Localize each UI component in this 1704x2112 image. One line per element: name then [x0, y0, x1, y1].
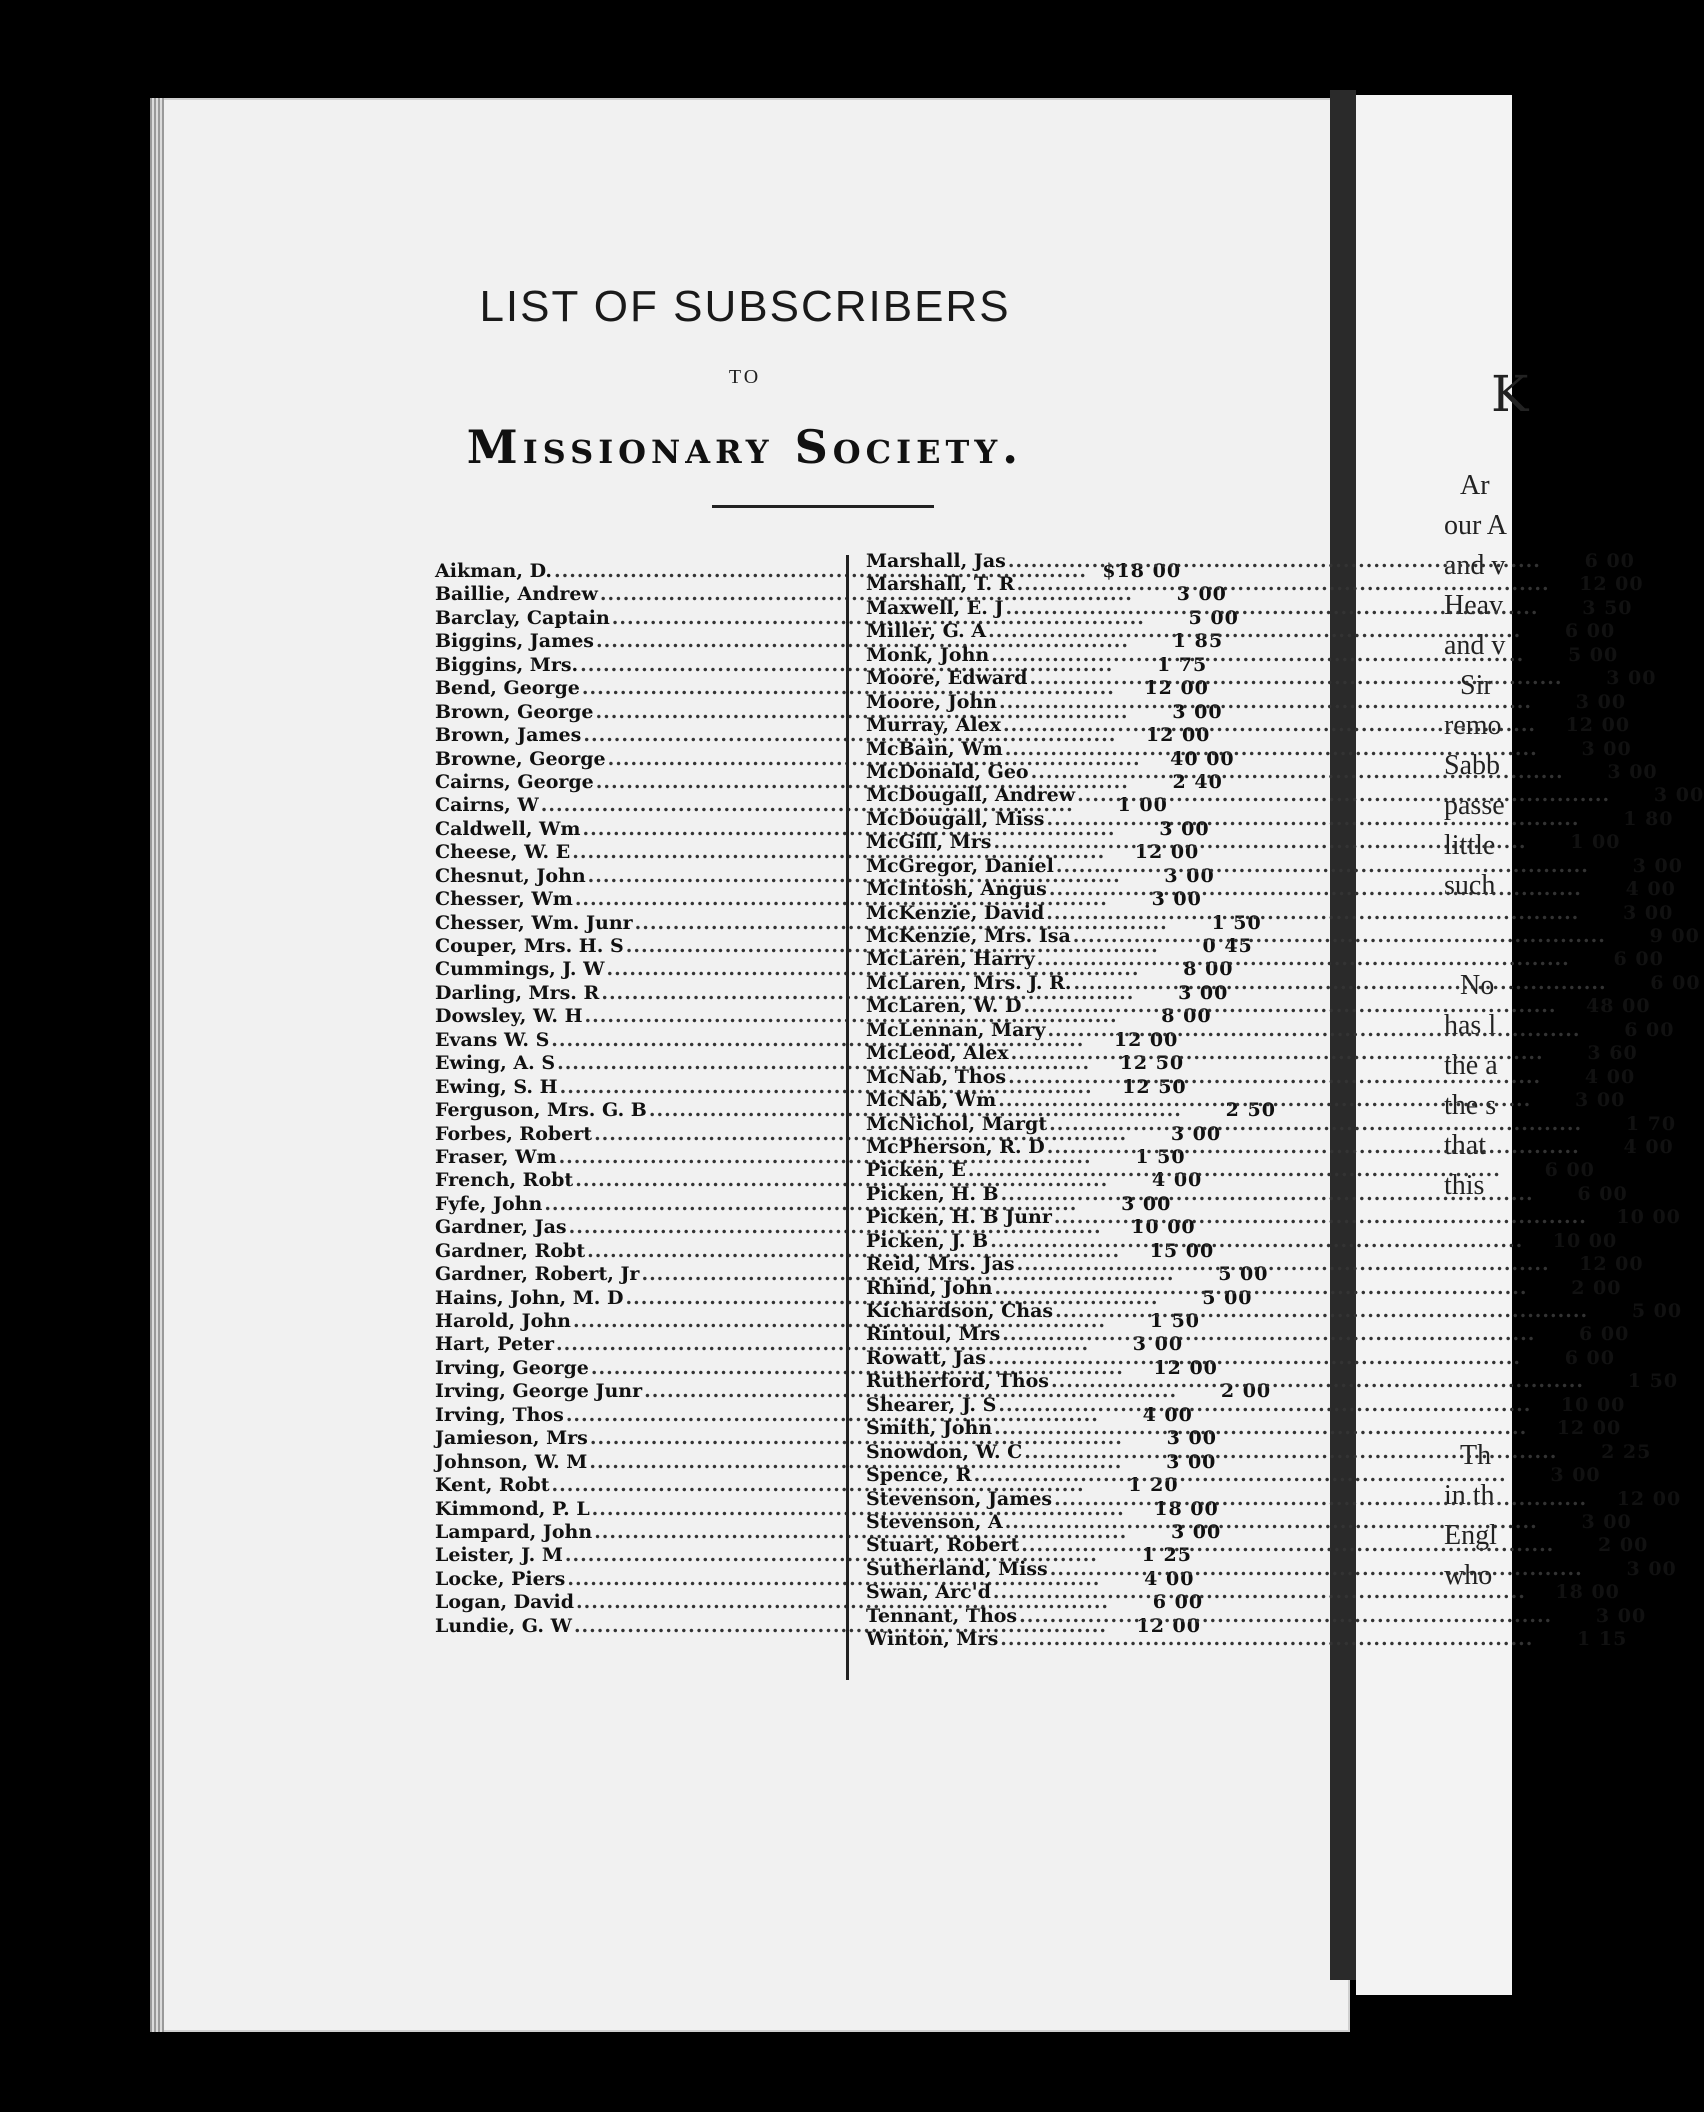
subscriber-name: Evans W. S	[435, 1028, 550, 1051]
leader-dots	[1015, 1253, 1552, 1275]
subscription-amount: 1 80	[1623, 807, 1674, 830]
subscriber-name: Maxwell, E. J	[866, 596, 1004, 619]
leader-dots	[988, 1230, 1525, 1252]
subscription-amount: 18 00	[1154, 1497, 1219, 1520]
subscription-amount: 4 00	[1144, 1567, 1195, 1590]
subscriber-name: McPherson, R. D	[866, 1135, 1045, 1158]
facing-text-fragment: the a	[1444, 1050, 1498, 1081]
facing-text-fragment: Sabb	[1444, 750, 1500, 781]
subscriber-name: Brown, George	[435, 700, 594, 723]
subscription-amount: 3 00	[1575, 690, 1627, 713]
subscriber-name: McDonald, Geo	[866, 760, 1029, 783]
subscription-amount: 4 00	[1142, 1403, 1193, 1426]
leader-dots	[1006, 1066, 1543, 1088]
subscriber-name: Ewing, S. H	[435, 1075, 558, 1098]
subscription-amount: 12 00	[1556, 1417, 1622, 1440]
subscriber-name: McNab, Thos	[866, 1065, 1007, 1088]
leader-dots	[996, 1089, 1533, 1111]
leader-dots	[1075, 784, 1612, 806]
facing-text-fragment: in th	[1444, 1480, 1495, 1511]
subscriber-name: Johnson, W. M	[435, 1450, 588, 1473]
subscriber-entry	[866, 1206, 1681, 1229]
subscriber-entry	[866, 1159, 1595, 1182]
subscriber-name: Tennant, Thos	[866, 1604, 1018, 1627]
subscriber-name: Snowdon, W. C	[866, 1440, 1023, 1463]
subscription-amount: 8 00	[1183, 958, 1234, 981]
facing-text-fragment: little	[1444, 830, 1496, 861]
subscriber-entry	[866, 620, 1616, 643]
subscriber-entry	[866, 807, 1674, 831]
subscription-amount: 5 00	[1202, 1286, 1253, 1309]
subscription-amount: 1 50	[1627, 1370, 1679, 1393]
subscriber-name: Barclay, Captain	[435, 606, 610, 629]
subscription-amount: 1 00	[1117, 794, 1168, 817]
subscriber-entry	[866, 925, 1700, 948]
subscription-amount: 2 25	[1601, 1440, 1652, 1463]
subscription-amount: 3 00	[1550, 1464, 1601, 1487]
subscription-amount: 3 00	[1626, 1557, 1677, 1580]
subscriber-name: Hart, Peter	[435, 1333, 555, 1356]
subscriber-name: Picken, H. B	[866, 1182, 999, 1205]
subscriber-entry	[866, 737, 1632, 761]
subscriber-name: Marshall, Jas	[866, 550, 1006, 572]
subscription-amount: 6 00	[1613, 948, 1664, 971]
title-rule	[712, 505, 934, 508]
subscription-amount: 2 00	[1571, 1276, 1622, 1299]
subscription-amount: 3 00	[1653, 784, 1704, 807]
subscription-amount: 1 20	[1128, 1474, 1179, 1497]
leader-dots	[986, 1347, 1523, 1369]
subscriber-entry	[866, 1510, 1632, 1534]
facing-text-fragment: the s	[1444, 1090, 1497, 1121]
subscriber-name: Biggins, Mrs.	[435, 653, 579, 676]
subscription-amount: 1 00	[1570, 831, 1621, 854]
subscription-amount: 3 00	[1607, 760, 1658, 783]
leader-dots	[986, 620, 1523, 642]
subscription-amount: 12 00	[1113, 1028, 1179, 1051]
subscriber-name: Hains, John, M. D	[435, 1286, 624, 1309]
subscriber-name: McDougall, Andrew	[866, 784, 1076, 807]
leader-dots	[1022, 1441, 1559, 1463]
subscription-amount: 12 00	[1616, 1487, 1682, 1510]
subscriber-name: Browne, George	[435, 747, 606, 770]
subscription-amount: 3 00	[1166, 1427, 1217, 1450]
subscriber-name: Leister, J. M	[435, 1544, 563, 1567]
leader-dots	[1027, 667, 1564, 689]
subscription-amount: $18 00	[1102, 560, 1182, 582]
subscription-amount: 10 00	[1560, 1393, 1626, 1416]
subscriber-name: Shearer, J. S	[866, 1393, 997, 1416]
subscriber-name: Rintoul, Mrs	[866, 1323, 1001, 1346]
leader-dots	[1071, 925, 1608, 947]
facing-text-fragment: this	[1444, 1170, 1485, 1201]
subscription-amount: 1 50	[1211, 911, 1262, 934]
subscriber-name: Cairns, George	[435, 770, 594, 793]
subscription-amount: 1 75	[1156, 653, 1208, 676]
subscriber-name: Cheese, W. E	[435, 841, 571, 864]
subscriber-name: Moore, Edward	[866, 667, 1028, 690]
leader-dots	[1019, 1534, 1556, 1556]
subscriber-name: Lampard, John	[435, 1520, 593, 1543]
subscriber-name: Caldwell, Wm	[435, 817, 581, 840]
leader-dots	[1017, 1605, 1554, 1627]
subscription-amount: 48 00	[1586, 995, 1651, 1018]
subscription-amount: 12 00	[1134, 841, 1200, 864]
facing-text-fragment: Ar	[1460, 470, 1490, 501]
subscriber-name: Lundie, G. W	[435, 1614, 572, 1637]
subscription-amount: 5 00	[1567, 643, 1619, 666]
subscriber-entry	[866, 1628, 1628, 1651]
subscriber-entry	[866, 948, 1664, 971]
subscriber-entry	[866, 1393, 1626, 1417]
subscriber-name: Smith, John	[866, 1417, 993, 1440]
facing-text-fragment: and v	[1444, 630, 1506, 661]
subscriber-name: Miller, G. A	[866, 620, 987, 643]
subscriber-name: Stevenson, A	[866, 1510, 1003, 1533]
subscriber-name: Chesser, Wm	[435, 888, 573, 911]
subscriber-entry	[866, 1346, 1615, 1370]
subscription-amount: 1 85	[1172, 630, 1224, 653]
subscription-amount: 6 00	[1584, 550, 1635, 572]
leader-dots	[1045, 1136, 1582, 1158]
subscription-amount: 4 00	[1151, 1169, 1203, 1192]
leader-dots	[1044, 808, 1581, 830]
subscriber-entry	[866, 1417, 1622, 1440]
leader-dots	[1044, 902, 1581, 924]
subscription-amount: 10 00	[1131, 1216, 1196, 1239]
leader-dots	[1000, 1323, 1537, 1345]
subscription-amount: 10 00	[1616, 1206, 1681, 1229]
subscriber-name: McIntosh, Angus	[866, 878, 1047, 901]
subscriber-name: Rutherford, Thos	[866, 1370, 1049, 1393]
leader-dots	[1052, 1488, 1589, 1510]
leader-dots	[1003, 738, 1540, 760]
subscriber-name: Aikman, D.	[435, 560, 552, 582]
leader-dots	[1048, 1558, 1585, 1580]
leader-dots	[966, 1159, 1503, 1181]
subscription-amount: 6 00	[1152, 1591, 1204, 1614]
subscriber-name: Winton, Mrs	[866, 1628, 999, 1651]
subscriber-name: Gardner, Robt	[435, 1239, 586, 1262]
subscriber-entry	[866, 854, 1683, 878]
facing-text-fragment: Sir	[1460, 670, 1493, 701]
subscriber-name: McGill, Mrs	[866, 831, 992, 854]
subscriber-name: Brown, James	[435, 724, 582, 747]
subscription-amount: 1 50	[1149, 1310, 1201, 1332]
subscriber-name: Kichardson, Chas	[866, 1300, 1054, 1322]
subscriber-name: Biggins, James	[435, 630, 594, 653]
subscription-amount: 3 00	[1166, 1450, 1217, 1473]
facing-text-fragment: who	[1444, 1560, 1493, 1591]
subscription-amount: 3 00	[1170, 1122, 1222, 1145]
subscription-amount: 3 50	[1582, 596, 1633, 619]
subscription-amount: 6 00	[1564, 1346, 1615, 1369]
subscriber-name: Spence, R	[866, 1464, 972, 1487]
subscription-amount: 1 70	[1625, 1112, 1677, 1135]
subscriber-entry	[866, 1042, 1638, 1065]
subscriber-name: McKenzie, David	[866, 901, 1045, 924]
subscription-amount: 5 00	[1218, 1263, 1269, 1286]
subscription-amount: 2 00	[1220, 1380, 1272, 1403]
subscriber-name: Locke, Piers	[435, 1567, 566, 1590]
subscriber-name: Bend, George	[435, 677, 580, 700]
subscriber-name: Dowsley, W. H	[435, 1005, 583, 1028]
leader-dots	[1045, 1019, 1582, 1041]
subscriber-name: McLeod, Alex	[866, 1042, 1009, 1065]
subscriber-entry	[866, 1112, 1677, 1136]
leader-dots	[1072, 972, 1609, 994]
subscription-amount: 2 00	[1598, 1534, 1649, 1557]
leader-dots	[1053, 1300, 1590, 1322]
subscription-amount: 12 00	[1145, 724, 1211, 747]
subscription-amount: 3 00	[1595, 1604, 1647, 1627]
subscription-amount: 3 00	[1121, 1192, 1172, 1215]
subscriber-name: Logan, David	[435, 1591, 575, 1614]
subscriber-name: McNichol, Margt	[866, 1112, 1048, 1135]
leader-dots	[1052, 1206, 1589, 1228]
subscription-amount: 8 00	[1161, 1005, 1212, 1028]
leader-dots	[1006, 550, 1543, 572]
subscription-amount: 6 00	[1577, 1182, 1628, 1205]
subscription-amount: 6 00	[1544, 1159, 1595, 1182]
subscription-amount: 12 00	[1579, 1253, 1644, 1276]
leader-dots	[1047, 1113, 1584, 1135]
subscription-amount: 3 00	[1164, 864, 1215, 887]
subscriber-entry	[866, 995, 1651, 1018]
subscriber-entry	[866, 901, 1674, 925]
facing-text-fragment: has l	[1444, 1010, 1497, 1041]
leader-dots	[1001, 714, 1538, 736]
page-title: LIST OF SUBSCRIBERS	[479, 282, 1011, 331]
subscriber-name: Reid, Mrs. Jas	[866, 1253, 1015, 1276]
subscriber-entry	[866, 1604, 1647, 1628]
subscription-amount: 5 00	[1188, 606, 1239, 629]
subscriber-name: McDougall, Miss	[866, 807, 1045, 830]
leader-dots	[972, 1464, 1509, 1486]
subscriber-entry	[866, 1229, 1618, 1253]
subscriber-name: Ferguson, Mrs. G. B	[435, 1099, 647, 1122]
facing-text-fragment: No	[1460, 970, 1495, 1001]
subscription-amount: 10 00	[1552, 1229, 1618, 1252]
facing-heading-letter: K	[1491, 365, 1529, 423]
leader-dots	[992, 1417, 1529, 1439]
subscriber-entry	[866, 1300, 1683, 1323]
subscriber-name: Jamieson, Mrs	[435, 1427, 588, 1450]
subscriber-name: Cairns, W	[435, 794, 539, 817]
subscriber-name: Marshall, T. R	[866, 573, 1015, 596]
subscriber-name: Monk, John	[866, 643, 990, 666]
subscriber-name: Chesnut, John	[435, 864, 586, 887]
leader-dots	[1003, 597, 1540, 619]
column-divider	[846, 555, 849, 1680]
subscriber-name: McGregor, Daniel	[866, 854, 1054, 877]
subscriber-entry	[866, 1464, 1601, 1487]
subscription-amount: 3 00	[1159, 817, 1210, 840]
subscription-amount: 4 00	[1625, 878, 1676, 901]
subscription-amount: 3 00	[1581, 1510, 1632, 1533]
subscription-amount: 9 00	[1649, 925, 1700, 947]
subscription-amount: 12 00	[1144, 677, 1209, 700]
subscription-amount: 2 40	[1172, 770, 1223, 793]
subscription-amount: 6 00	[1650, 971, 1701, 994]
leader-dots	[996, 1394, 1533, 1416]
subscriber-entry	[866, 1276, 1622, 1300]
subscription-amount: 4 00	[1584, 1065, 1636, 1088]
subscriber-entry	[866, 573, 1644, 596]
subscription-amount: 12 00	[1565, 714, 1631, 737]
subscription-amount: 12 00	[1136, 1614, 1201, 1637]
subscriber-name: Murray, Alex	[866, 714, 1002, 737]
subscriber-name: Couper, Mrs. H. S	[435, 935, 624, 957]
subscription-amount: 3 00	[1172, 700, 1223, 723]
subscription-amount: 3 00	[1178, 981, 1229, 1004]
facing-text-fragment: passe	[1444, 790, 1505, 821]
subscription-amount: 18 00	[1555, 1581, 1620, 1604]
subscription-amount: 6 00	[1564, 620, 1616, 643]
subscription-amount: 6 00	[1624, 1018, 1675, 1041]
subscription-amount: 3 00	[1151, 888, 1202, 911]
subscription-amount: 0 45	[1202, 935, 1253, 957]
subscriber-name: McLaren, Mrs. J. R.	[866, 971, 1072, 994]
subscriber-name: Rhind, John	[866, 1276, 993, 1299]
subscriber-entry	[866, 1581, 1620, 1604]
leader-dots	[991, 831, 1528, 853]
subscriber-name: McLaren, Harry	[866, 948, 1035, 971]
facing-text-fragment: remo	[1444, 710, 1502, 741]
subscriber-name: Picken, H. B Junr	[866, 1206, 1052, 1229]
subscription-amount: 1 50	[1135, 1145, 1186, 1168]
subscriber-name: Fyfe, John	[435, 1192, 543, 1215]
subscriber-name: Rowatt, Jas	[866, 1346, 986, 1369]
subscription-amount: 3 60	[1587, 1042, 1638, 1065]
subscriber-name: Kimmond, P. L	[435, 1497, 590, 1520]
subscriber-name: Kent, Robt	[435, 1474, 550, 1497]
leader-dots	[998, 1628, 1535, 1650]
subscriber-name: Stevenson, James	[866, 1487, 1053, 1510]
subscriber-name: Fraser, Wm	[435, 1145, 557, 1168]
subscriber-name: Stuart, Robert	[866, 1534, 1020, 1557]
subscription-amount: 12 50	[1122, 1075, 1187, 1098]
leader-dots	[991, 1581, 1528, 1603]
facing-text-fragment: that	[1444, 1130, 1486, 1161]
subscriber-name: Harold, John	[435, 1310, 571, 1332]
subscription-amount: 3 00	[1132, 1333, 1184, 1356]
leader-dots	[992, 1277, 1529, 1299]
subscriber-name: McNab, Wm	[866, 1089, 997, 1112]
subscriber-name: Picken, E	[866, 1159, 966, 1182]
subscription-amount: 5 00	[1631, 1300, 1683, 1322]
subscription-amount: 2 50	[1225, 1099, 1276, 1122]
subscriber-name: Ewing, A. S	[435, 1052, 556, 1075]
leader-dots	[1009, 1042, 1546, 1064]
subscriber-name: Irving, George Junr	[435, 1380, 643, 1403]
subscription-amount: 12 50	[1119, 1052, 1185, 1075]
subscription-amount: 12 00	[1153, 1356, 1218, 1379]
facing-text-fragment: Th	[1460, 1440, 1492, 1471]
subscription-amount: 3 00	[1632, 854, 1683, 877]
subscriber-entry	[866, 690, 1627, 714]
leader-dots	[1035, 948, 1572, 970]
subscriber-name: French, Robt	[435, 1169, 574, 1192]
facing-text-fragment: such	[1444, 870, 1496, 901]
subscriber-name: McKenzie, Mrs. Isa	[866, 925, 1071, 947]
title-connector: TO	[728, 366, 762, 388]
subscriber-name: Irving, Thos	[435, 1403, 564, 1426]
subscriber-name: Picken, J. B	[866, 1229, 989, 1252]
subscriber-name: McLennan, Mary	[866, 1018, 1046, 1041]
facing-text-fragment: Engl	[1444, 1520, 1497, 1551]
subscription-amount: 3 00	[1623, 901, 1674, 924]
leader-dots	[989, 644, 1526, 666]
subscription-amount: 4 00	[1623, 1135, 1674, 1158]
subscriber-name: Sutherland, Miss	[866, 1557, 1048, 1580]
subscription-amount: 1 15	[1577, 1628, 1628, 1651]
subscriber-name: Cummings, J. W	[435, 958, 605, 981]
leader-dots	[1049, 1370, 1586, 1392]
subscription-amount: 3 00	[1176, 583, 1227, 606]
subscriber-name: Gardner, Jas	[435, 1216, 567, 1239]
subscriber-name: Gardner, Robert, Jr	[435, 1263, 640, 1286]
subscriber-name: Moore, John	[866, 690, 997, 713]
subscription-amount: 3 00	[1170, 1520, 1222, 1543]
subscription-amount: 1 25	[1141, 1544, 1192, 1567]
facing-text-fragment: our A	[1444, 510, 1507, 541]
facing-text-fragment: Heav	[1444, 590, 1504, 621]
subscriber-name: Chesser, Wm. Junr	[435, 911, 633, 934]
subscriber-name: Forbes, Robert	[435, 1122, 593, 1145]
facing-text-fragment: and v	[1444, 550, 1506, 581]
leader-dots	[1029, 761, 1566, 783]
subscription-amount: 15 00	[1149, 1239, 1215, 1262]
subscription-amount: 40 00	[1170, 747, 1235, 770]
subscription-amount: 6 00	[1579, 1323, 1630, 1346]
subscription-amount: 3 00	[1575, 1089, 1626, 1112]
subscription-amount: 3 00	[1581, 737, 1632, 760]
subscriber-name: McLaren, W. D	[866, 995, 1022, 1018]
leader-dots	[1003, 1511, 1540, 1533]
society-title: Missionary Society.	[466, 420, 1024, 474]
leader-dots	[1054, 855, 1591, 877]
leader-dots	[1047, 878, 1584, 900]
subscriber-name: McBain, Wm	[866, 737, 1003, 760]
leader-dots	[1022, 995, 1559, 1017]
subscriber-entry	[866, 1323, 1630, 1346]
subscription-amount: 12 00	[1579, 573, 1644, 596]
subscriber-name: Baillie, Andrew	[435, 583, 598, 606]
leader-dots	[997, 691, 1534, 713]
subscription-amount: 3 00	[1606, 667, 1657, 690]
subscriber-name: Darling, Mrs. R	[435, 981, 600, 1004]
leader-dots	[999, 1183, 1536, 1205]
leader-dots	[1015, 573, 1552, 595]
subscriber-name: Irving, George	[435, 1356, 589, 1379]
subscriber-name: Swan, Arc'd	[866, 1581, 991, 1604]
